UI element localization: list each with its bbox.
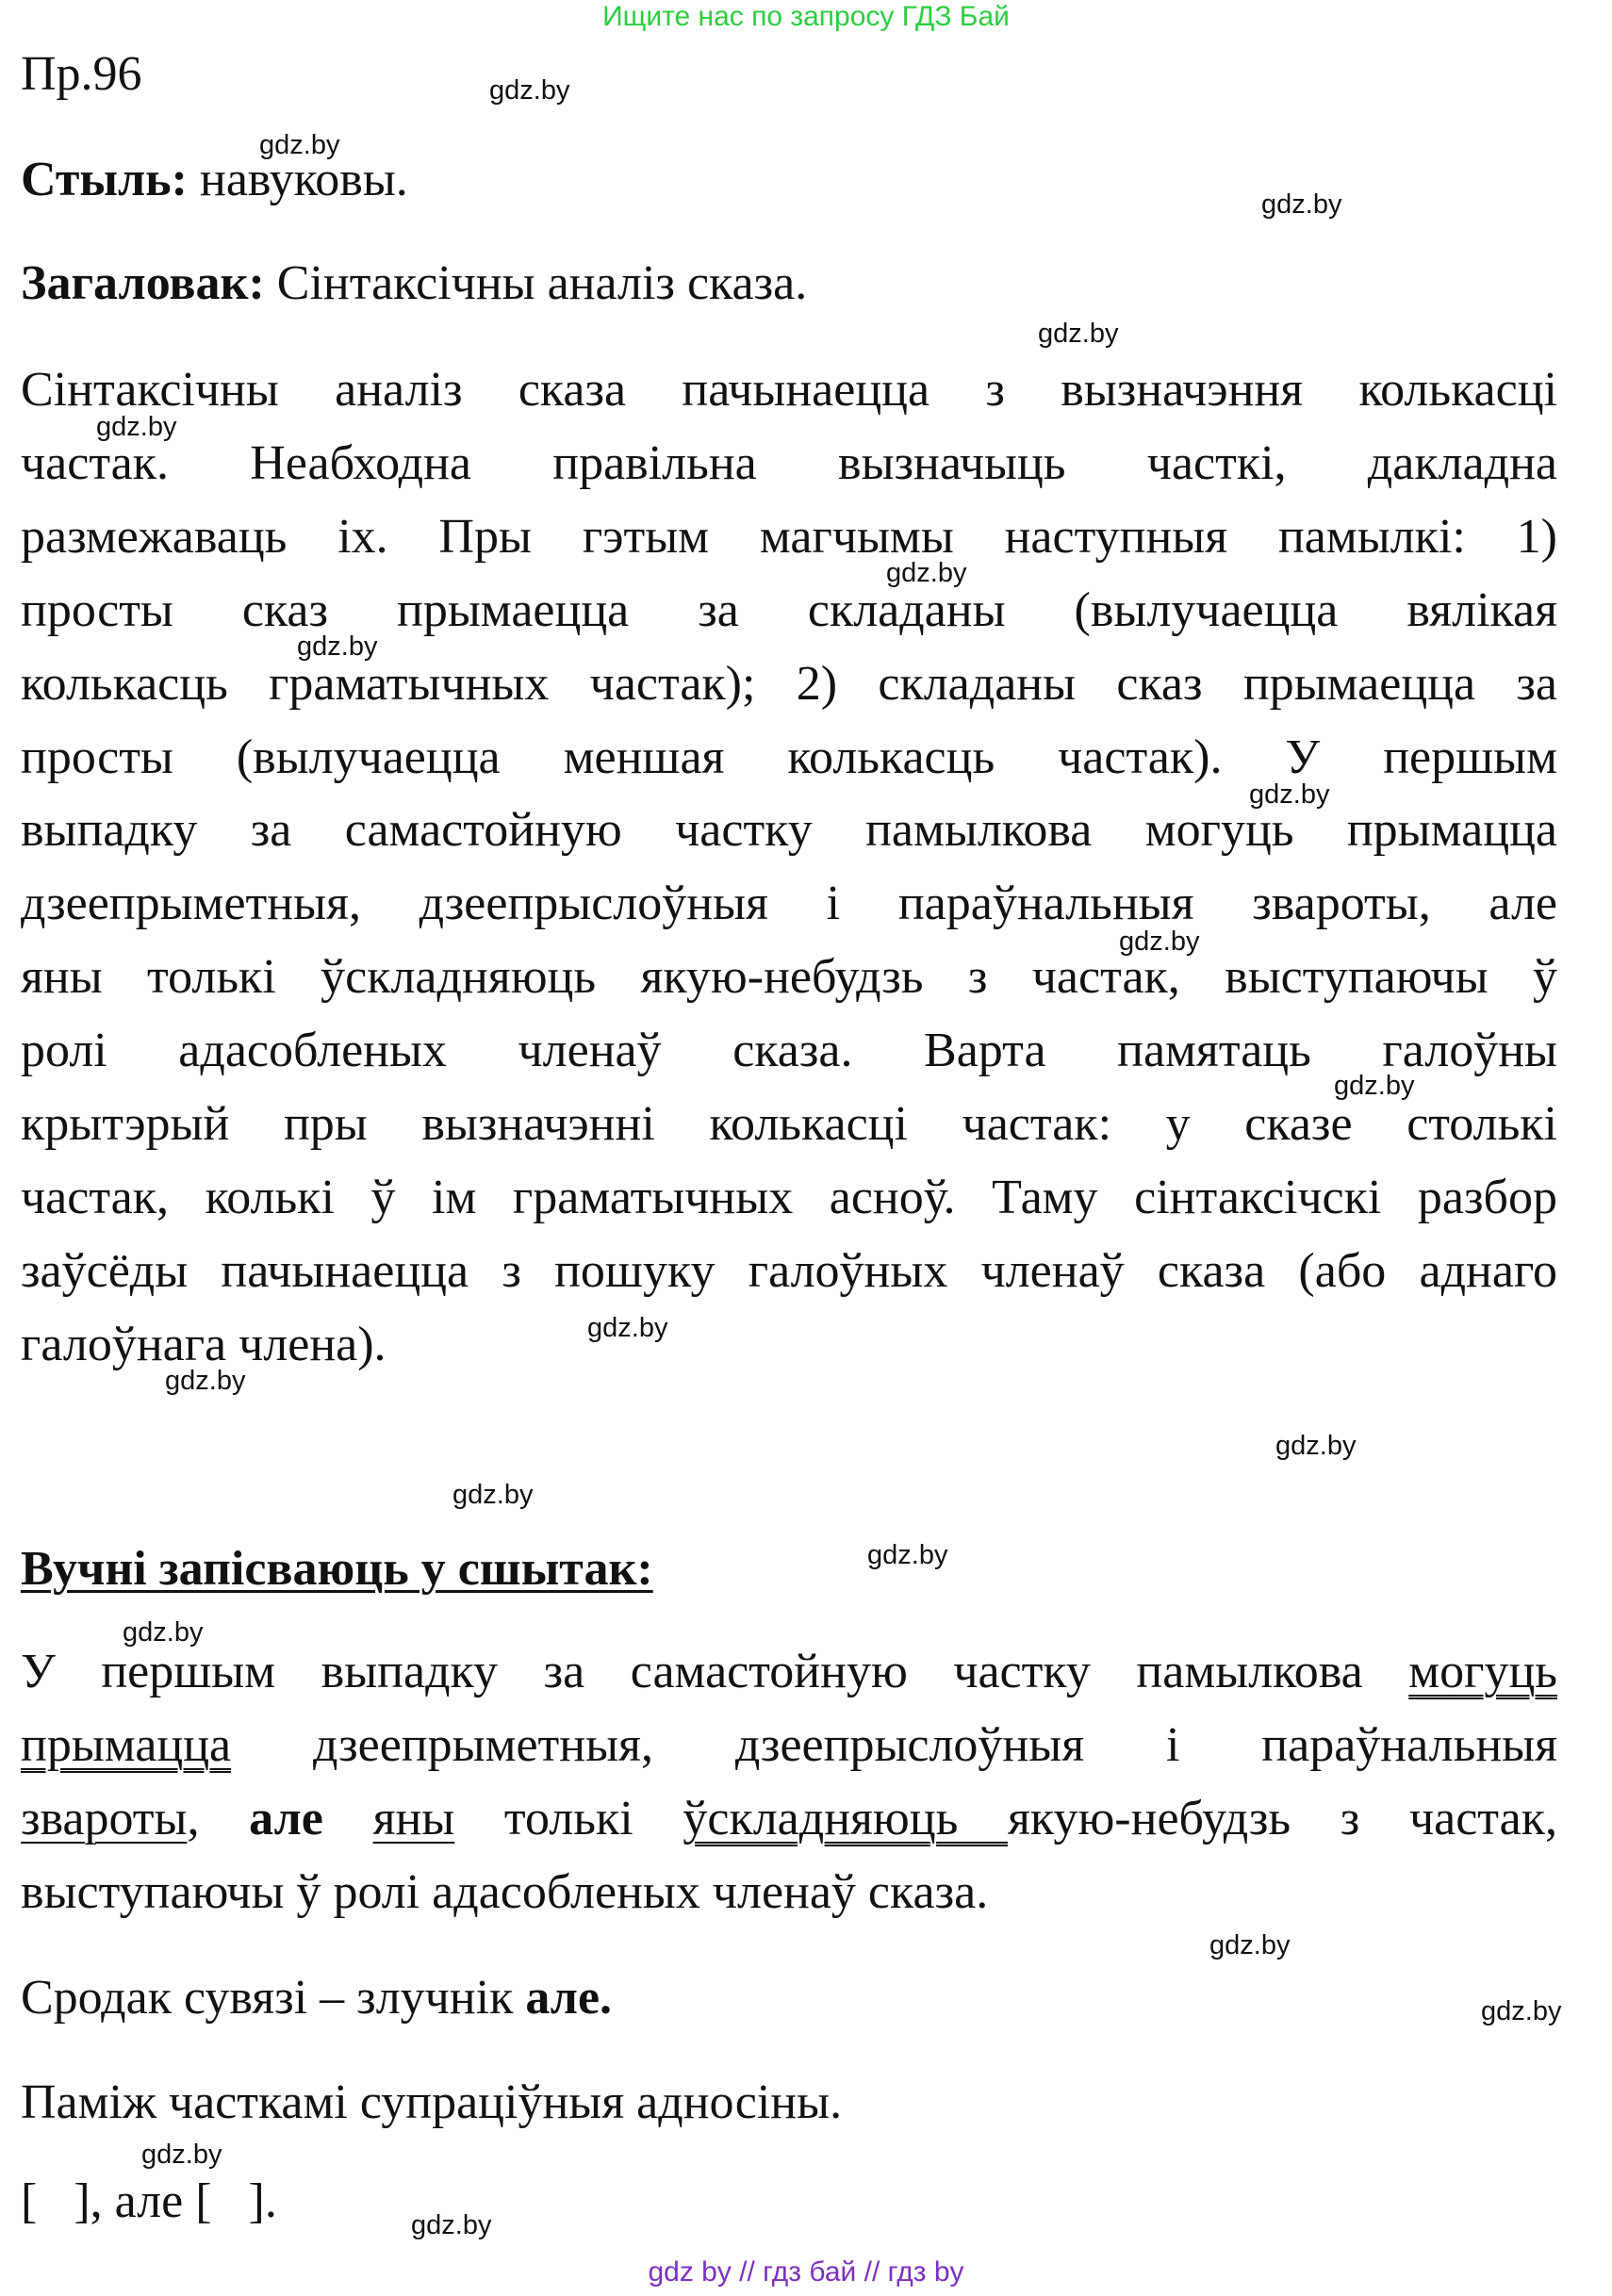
watermark: gdz.by [1334,1071,1415,1101]
predicate-underlined: ўскладняюць [683,1792,1009,1845]
watermark: gdz.by [96,412,177,442]
watermark: gdz.by [297,631,378,662]
link-bold: але. [525,1971,613,2025]
watermark: gdz.by [489,75,570,106]
notebook-text: , [187,1792,250,1845]
watermark: gdz.by [587,1313,668,1343]
paragraph-line: размежаваць іх. Пры гэтым магчымы наступныя памылкі: 1) [21,509,1557,564]
notebook-line-3 [21,1788,1557,1850]
sentence-scheme: [ ], але [ ]. [21,2174,277,2228]
paragraph-line: крытэрый пры вызначэнні колькасці частак: у сказе столькі [21,1097,1557,1151]
notebook-text [323,1792,373,1845]
footer-links[interactable]: gdz by // гдз бай // гдз by [648,2256,964,2288]
subject-underlined: яны [372,1792,455,1845]
watermark: gdz.by [1119,927,1200,957]
watermark: gdz.by [1038,319,1119,349]
notebook-heading [21,1538,653,1600]
notebook-line-4: выступаючы ў ролі адасобленых членаў сказа. [21,1865,989,1919]
paragraph-line: просты (вылучаецца меншая колькасць частак). У першым [21,730,1557,784]
notebook-text: толькі [454,1792,683,1845]
paragraph-line: выпадку за самастойную частку памылкова могуць прымацца [21,803,1557,858]
notebook-text: якую-небудзь з частак, [1008,1792,1558,1845]
watermark: gdz.by [141,2140,222,2170]
heading-line [21,253,807,315]
watermark: gdz.by [1481,1996,1562,2026]
top-banner[interactable]: Ищите нас по запросу ГДЗ Бай [602,1,1010,32]
watermark: gdz.by [165,1366,246,1396]
paragraph-line: яны толькі ўскладняюць якую-небудзь з частак, выступаючы ў [21,950,1557,1005]
paragraph-line: дзеепрыметныя, дзеепрыслоўныя і параўнальныя звароты, але [21,877,1557,931]
predicate-underlined: могуць [1408,1645,1557,1698]
watermark: gdz.by [411,2210,492,2240]
paragraph-line: частак. Неабходна правільна вызначыць часткі, дакладна [21,435,1557,490]
conjunction-bold: але [249,1792,323,1845]
watermark: gdz.by [886,558,967,588]
watermark: gdz.by [1249,779,1330,810]
subject-underlined: звароты [21,1792,188,1845]
watermark: gdz.by [1209,1930,1291,1960]
style-label: Стыль: [21,153,188,206]
notebook-heading-text: Вучні запісваюць у сшытак: [21,1542,653,1596]
notebook-text: У першым выпадку за самастойную частку памылкова [21,1645,1409,1698]
paragraph-line: Сінтаксічны аналіз сказа пачынаецца з вызначэння колькасці [21,363,1557,417]
style-value: навуковы. [188,153,408,206]
heading-label: Загаловак: [21,256,265,310]
watermark: gdz.by [123,1617,204,1648]
watermark: gdz.by [867,1540,948,1570]
link-text: Сродак сувязі – злучнік [21,1971,526,2025]
problem-number: Пр.96 [21,47,142,101]
relation-line: Паміж часткамі супраціўныя адносіны. [21,2075,843,2129]
paragraph-line: просты сказ прымаецца за складаны (вылучаецца вялікая [21,582,1557,637]
notebook-line-2 [21,1714,1557,1777]
paragraph-line: заўсёды пачынаецца з пошуку галоўных членаў сказа (або аднаго [21,1243,1557,1298]
watermark: gdz.by [452,1480,534,1510]
watermark: gdz.by [1275,1431,1357,1461]
link-line [21,1967,612,2029]
watermark: gdz.by [1261,189,1342,220]
paragraph-line-last: галоўнага члена). [21,1317,387,1371]
heading-value: Сінтаксічны аналіз сказа. [264,256,808,310]
notebook-text: дзеепрыметныя, дзеепрыслоўныя і параўнальныя [231,1718,1557,1772]
style-line [21,149,408,211]
notebook-line-1 [21,1641,1557,1703]
paragraph-line: частак, колькі ў ім граматычных асноў. Таму сінтаксічскі разбор [21,1170,1557,1224]
paragraph-line: колькасць граматычных частак); 2) складаны сказ прымаецца за [21,656,1557,711]
predicate-underlined: прымацца [21,1718,232,1772]
watermark: gdz.by [259,130,340,160]
paragraph-line: ролі адасобленых членаў сказа. Варта памятаць галоўны [21,1024,1557,1078]
